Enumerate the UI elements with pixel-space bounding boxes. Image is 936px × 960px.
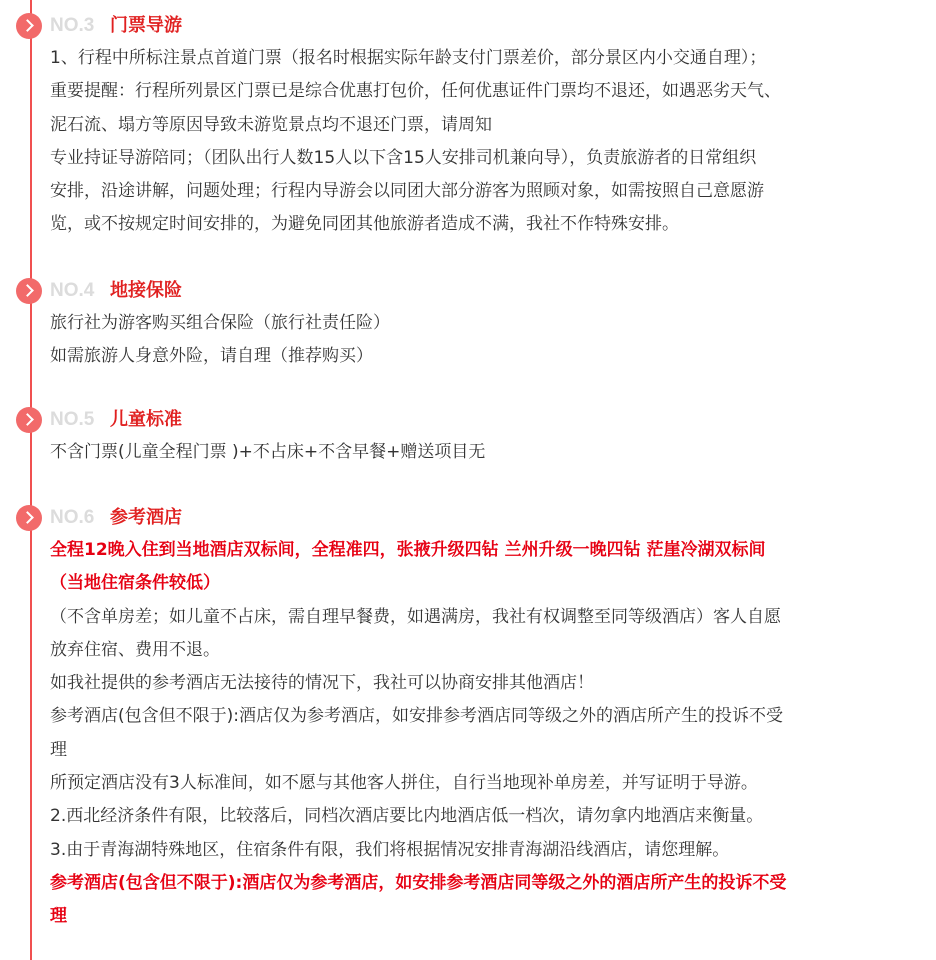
paragraph-line: 如我社提供的参考酒店无法接待的情况下，我社可以协商安排其他酒店！ <box>50 673 594 694</box>
paragraph-line: 专业持证导游陪同；（团队出行人数15人以下含15人安排司机兼向导），负责旅游者的日常组织 <box>50 147 757 168</box>
paragraph-line: 不含门票(儿童全程门票 )+不占床+不含早餐+赠送项目无 <box>50 442 486 462</box>
section-header <box>0 8 936 42</box>
highlight-line: 全程12晚入住到当地酒店双标间，全程准四，张掖升级四钻 兰州升级一晚四钻 茫崖冷湖双标间 <box>50 540 766 560</box>
paragraph-line: 3.由于青海湖特殊地区，住宿条件有限，我们将根据情况安排青海湖沿线酒店，请您理解。 <box>50 839 730 860</box>
section-tickets-guide <box>0 8 936 242</box>
section-header <box>0 500 936 534</box>
paragraph-line: 参考酒店(包含但不限于):酒店仅为参考酒店，如安排参考酒店同等级之外的酒店所产生的投诉不受 <box>50 706 783 727</box>
chevron-right-icon <box>16 505 42 531</box>
paragraph-line: 重要提醒：行程所列景区门票已是综合优惠打包价，任何优惠证件门票均不退还，如遇恶劣天气、 <box>50 81 781 102</box>
section-number: NO.4 <box>50 280 95 301</box>
section-title: 地接保险 <box>110 280 182 301</box>
paragraph-line: 如需旅游人身意外险，请自理（推荐购买） <box>50 346 373 367</box>
paragraph-line: 2.西北经济条件有限，比较落后，同档次酒店要比内地酒店低一档次，请勿拿内地酒店来衡量。 <box>50 806 764 827</box>
chevron-right-icon <box>16 407 42 433</box>
paragraph-line: 览，或不按规定时间安排的，为避免同团其他旅游者造成不满，我社不作特殊安排。 <box>50 214 679 235</box>
paragraph-line: 放弃住宿、费用不退。 <box>50 639 220 660</box>
section-title: 参考酒店 <box>110 507 182 528</box>
section-header <box>0 402 936 436</box>
section-insurance <box>0 273 936 374</box>
highlight-line: 参考酒店(包含但不限于):酒店仅为参考酒店，如安排参考酒店同等级之外的酒店所产生的投诉不受 <box>50 872 787 893</box>
chevron-right-icon <box>16 278 42 304</box>
paragraph-line: 旅行社为游客购买组合保险（旅行社责任险） <box>50 313 390 333</box>
section-title: 儿童标准 <box>110 409 182 430</box>
section-number: NO.5 <box>50 409 95 430</box>
section-title: 门票导游 <box>110 15 182 36</box>
paragraph-line: 1、行程中所标注景点首道门票（报名时根据实际年龄支付门票差价，部分景区内小交通自理）； <box>50 48 767 68</box>
section-header <box>0 273 936 307</box>
paragraph-line: 所预定酒店没有3人标准间，如不愿与其他客人拼住，自行当地现补单房差，并写证明于导游。 <box>50 773 758 794</box>
section-number: NO.3 <box>50 15 95 36</box>
paragraph-line: 理 <box>50 739 67 760</box>
highlight-line: 理 <box>50 906 67 927</box>
section-hotels <box>0 500 936 934</box>
chevron-right-icon <box>16 13 42 39</box>
section-children <box>0 402 936 469</box>
highlight-line: （当地住宿条件较低） <box>50 573 220 594</box>
section-number: NO.6 <box>50 507 95 528</box>
paragraph-line: （不含单房差；如儿童不占床，需自理早餐费，如遇满房，我社有权调整至同等级酒店）客人自愿 <box>50 606 781 627</box>
paragraph-line: 安排，沿途讲解，问题处理；行程内导游会以同团大部分游客为照顾对象，如需按照自己意愿游 <box>50 181 764 202</box>
paragraph-line: 泥石流、塌方等原因导致未游览景点均不退还门票，请周知 <box>50 114 492 135</box>
